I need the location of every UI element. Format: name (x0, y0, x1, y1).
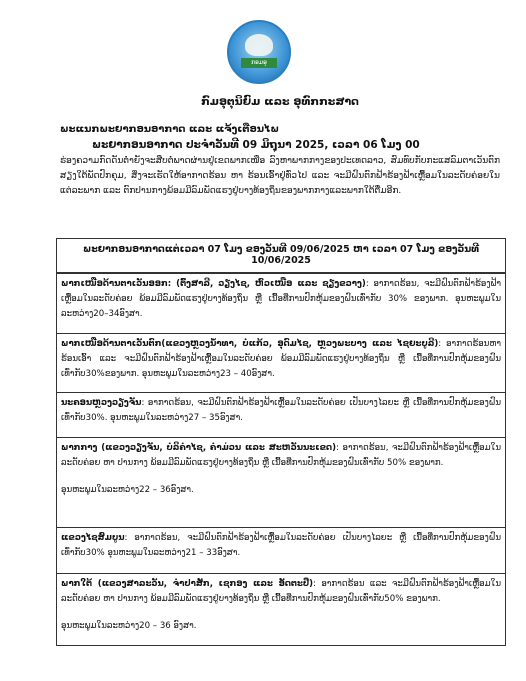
region-name: ພາກເໜືອດ້ານຕາເວັນຕົກ(ແຂວງຫຼວງນ້ຳທາ, ບໍ່ແກ້ວ, ອຸດົມໄຊ, ຫຼວງພະບາງ ແລະ ໄຊຍະບູລີ) (61, 339, 439, 349)
ministry-name: ກົມອຸຕຸນິຍົມ ແລະ ອຸທົກກະສາດ (201, 95, 359, 108)
region-temperature: ອຸນຫະພູມໃນລະຫວ່າງ20 – 36 ອົງສາ. (61, 621, 197, 631)
forecast-period-header: ພະຍາກອນອາກາດແຕ່ເວລາ 07 ໂມງ ຂອງວັນທີ 09/06/2025 ຫາ ເວລາ 07 ໂມງ ຂອງວັນທີ 10/06/2025 (57, 239, 505, 273)
forecast-title: ພະຍາກອນອາກາດ ປະຈຳວັນທີ 09 ມິຖຸນາ 2025, ເວລາ 06 ໂມງ 00 (92, 139, 420, 151)
forecast-row-north-west (57, 333, 505, 392)
region-forecast: : ອາກາດຮ້ອນ, ຈະມີຝົນຕົກຟ້າຮ້ອງຟ້າເຫຼື້ອມໃນລະດັບຄ່ອຍ ເປັນບາງໄລຍະ ຫຼື ເນື້ອທີ່ການປົກຫຸ້ມຂອງຝົນເທົ່າກັບ30%. ອຸນຫະພູມໃນລະຫວ່າງ27 – 35ອົງສາ. (61, 398, 501, 423)
cloud-emblem-icon (245, 34, 273, 56)
forecast-row-south (57, 573, 505, 645)
forecast-row-xaisomboun (57, 527, 505, 573)
region-name: ພາກກາງ (ແຂວງວຽງຈັນ, ບໍລິຄຳໄຊ, ຄຳມ່ວນ ແລະ ສະຫວັນນະເຂດ) (61, 443, 337, 453)
logo-text: ກອມອຸ (241, 58, 277, 68)
forecast-row-north-east (57, 273, 505, 333)
region-temperature: ອຸນຫະພູມໃນລະຫວ່າງ22 – 36ອົງສາ. (61, 485, 194, 495)
region-name: ນະຄອນຫຼວງວຽງຈັນ (61, 398, 142, 408)
region-forecast: : ອາກາດຮ້ອນຫາຮ້ອນເອົ້າ ແລະ ຈະມີຝົນຕົກຟ້າຮ້ອງຟ້າເຫຼື້ອມໃນລະດັບຄ່ອຍ ພ້ອມມີລົມພັດແຮງຢູ່ບາງທ້ອງຖິ່ນ ຫຼື ເນື້ອທີ່ການປົກຫຸ້ມຂອງຝົນເທົ່າກັບ30%ຂອງພາກ. ອຸນຫະພູມໃນລະຫວ່າງ23 – 40ອົງສາ. (61, 339, 501, 379)
region-name: ພາກໃຕ້ (ແຂວງສາລະວັນ, ຈຳປາສັກ, ເຊກອງ ແລະ ອັດຕະປື) (61, 579, 314, 589)
region-name: ແຂວງໄຊສົມບູນ (61, 533, 125, 543)
forecast-row-vientiane-capital (57, 392, 505, 437)
ministry-logo (227, 20, 291, 84)
department-name: ພະແນກພະຍາກອນອາກາດ ແລະ ແຈ້ງເຕືອນໄພ (60, 124, 280, 135)
region-forecast: : ອາກາດຮ້ອນ, ຈະມີຝົນຕົກຟ້າຮ້ອງຟ້າເຫຼື້ອມໃນລະດັບຄ່ອຍ ຫາ ປານກາງ ພ້ອມມີລົມພັດແຮງຢູ່ບາງທ້ອງຖິ່ນ ຫຼື ເນື້ອທີ່ການປົກຫຸ້ມຂອງຝົນເທົ່າກັບ 50% ຂອງພາກ. (61, 443, 501, 468)
forecast-row-central (57, 437, 505, 527)
region-forecast: : ອາກາດຮ້ອນ, ຈະມີຝົນຕົກຟ້າຮ້ອງຟ້າເຫຼື້ອມໃນລະດັບຄ່ອຍ ພ້ອມມີລົມພັດແຮງຢູ່ບາງທ້ອງຖິ່ນ ຫຼື ເນື້ອທີ່ການປົກຫຸ້ມຂອງຝົນເທົ່າກັບ 30% ຂອງພາກ. ອຸນຫະພູມໃນລະຫວ່າງ20–34ອົງສາ. (61, 279, 501, 319)
forecast-table (56, 238, 506, 646)
synopsis-paragraph: ຮ່ອງຄວາມກົດດັນຕໍ່າຍັງຈະສືບຕໍ່ພາດຜ່ານຢູ່ເຂດພາກເໜືອ ລົງຫາພາກກາງຂອງປະເທດລາວ, ສົມທົບກັບກະແສລົມຕາເວັນຕົກສຽງໃຕ້ພັດປົກຄຸມ, ສິ່ງຈະເຮັດໃຫ້ອາກາດຮ້ອນ ຫາ ຮ້ອນເອົ້າຢູ່ທົ່ວໄປ ແລະ ຈະມີຝົນຕົກຟ້າຮ້ອງຟ້າເຫຼື້ອມໃນລະດັບຄ່ອຍໃນແຕ່ລະພາກ ແລະ ຕົກປານກາງພ້ອມມີລົມພັດແຮງຢູ່ບາງທ້ອງຖິ່ນຂອງພາກກາງແລະພາກໃຕ້ຕື່ມອີກ. (60, 156, 500, 196)
region-forecast: : ອາກາດຮ້ອນ, ຈະມີຝົນຕົກຟ້າຮ້ອງຟ້າເຫຼື້ອມໃນລະດັບຄ່ອຍ ເປັນບາງໄລຍະ ຫຼື ເນື້ອທີ່ການປົກຫຸ້ມຂອງຝົນເທົ່າກັບ30% ອຸນຫະພູມໃນລະຫວ່າງ21 – 33ອົງສາ. (61, 533, 501, 558)
region-name: ພາກເໜືອດ້ານຕາເວັນອອກ: (ຕົ້ງສາລີ, ວຽງໄຊ, ຫົວເໜືອ ແລະ ຊຽງຂວາງ) (61, 279, 366, 289)
region-forecast: : ອາກາດຮ້ອນ ແລະ ຈະມີຝົນຕົກຟ້າຮ້ອງຟ້າເຫຼື້ອມໃນລະດັບຄ່ອຍ ຫາ ປານກາງ ພ້ອມມີລົມພັດແຮງຢູ່ບາງທ້ອງຖິ່ນ ຫຼື ເນື້ອທີ່ການປົກຫຸ້ມຂອງຝົນເທົ່າກັບ50% ຂອງພາກ. (61, 579, 501, 604)
